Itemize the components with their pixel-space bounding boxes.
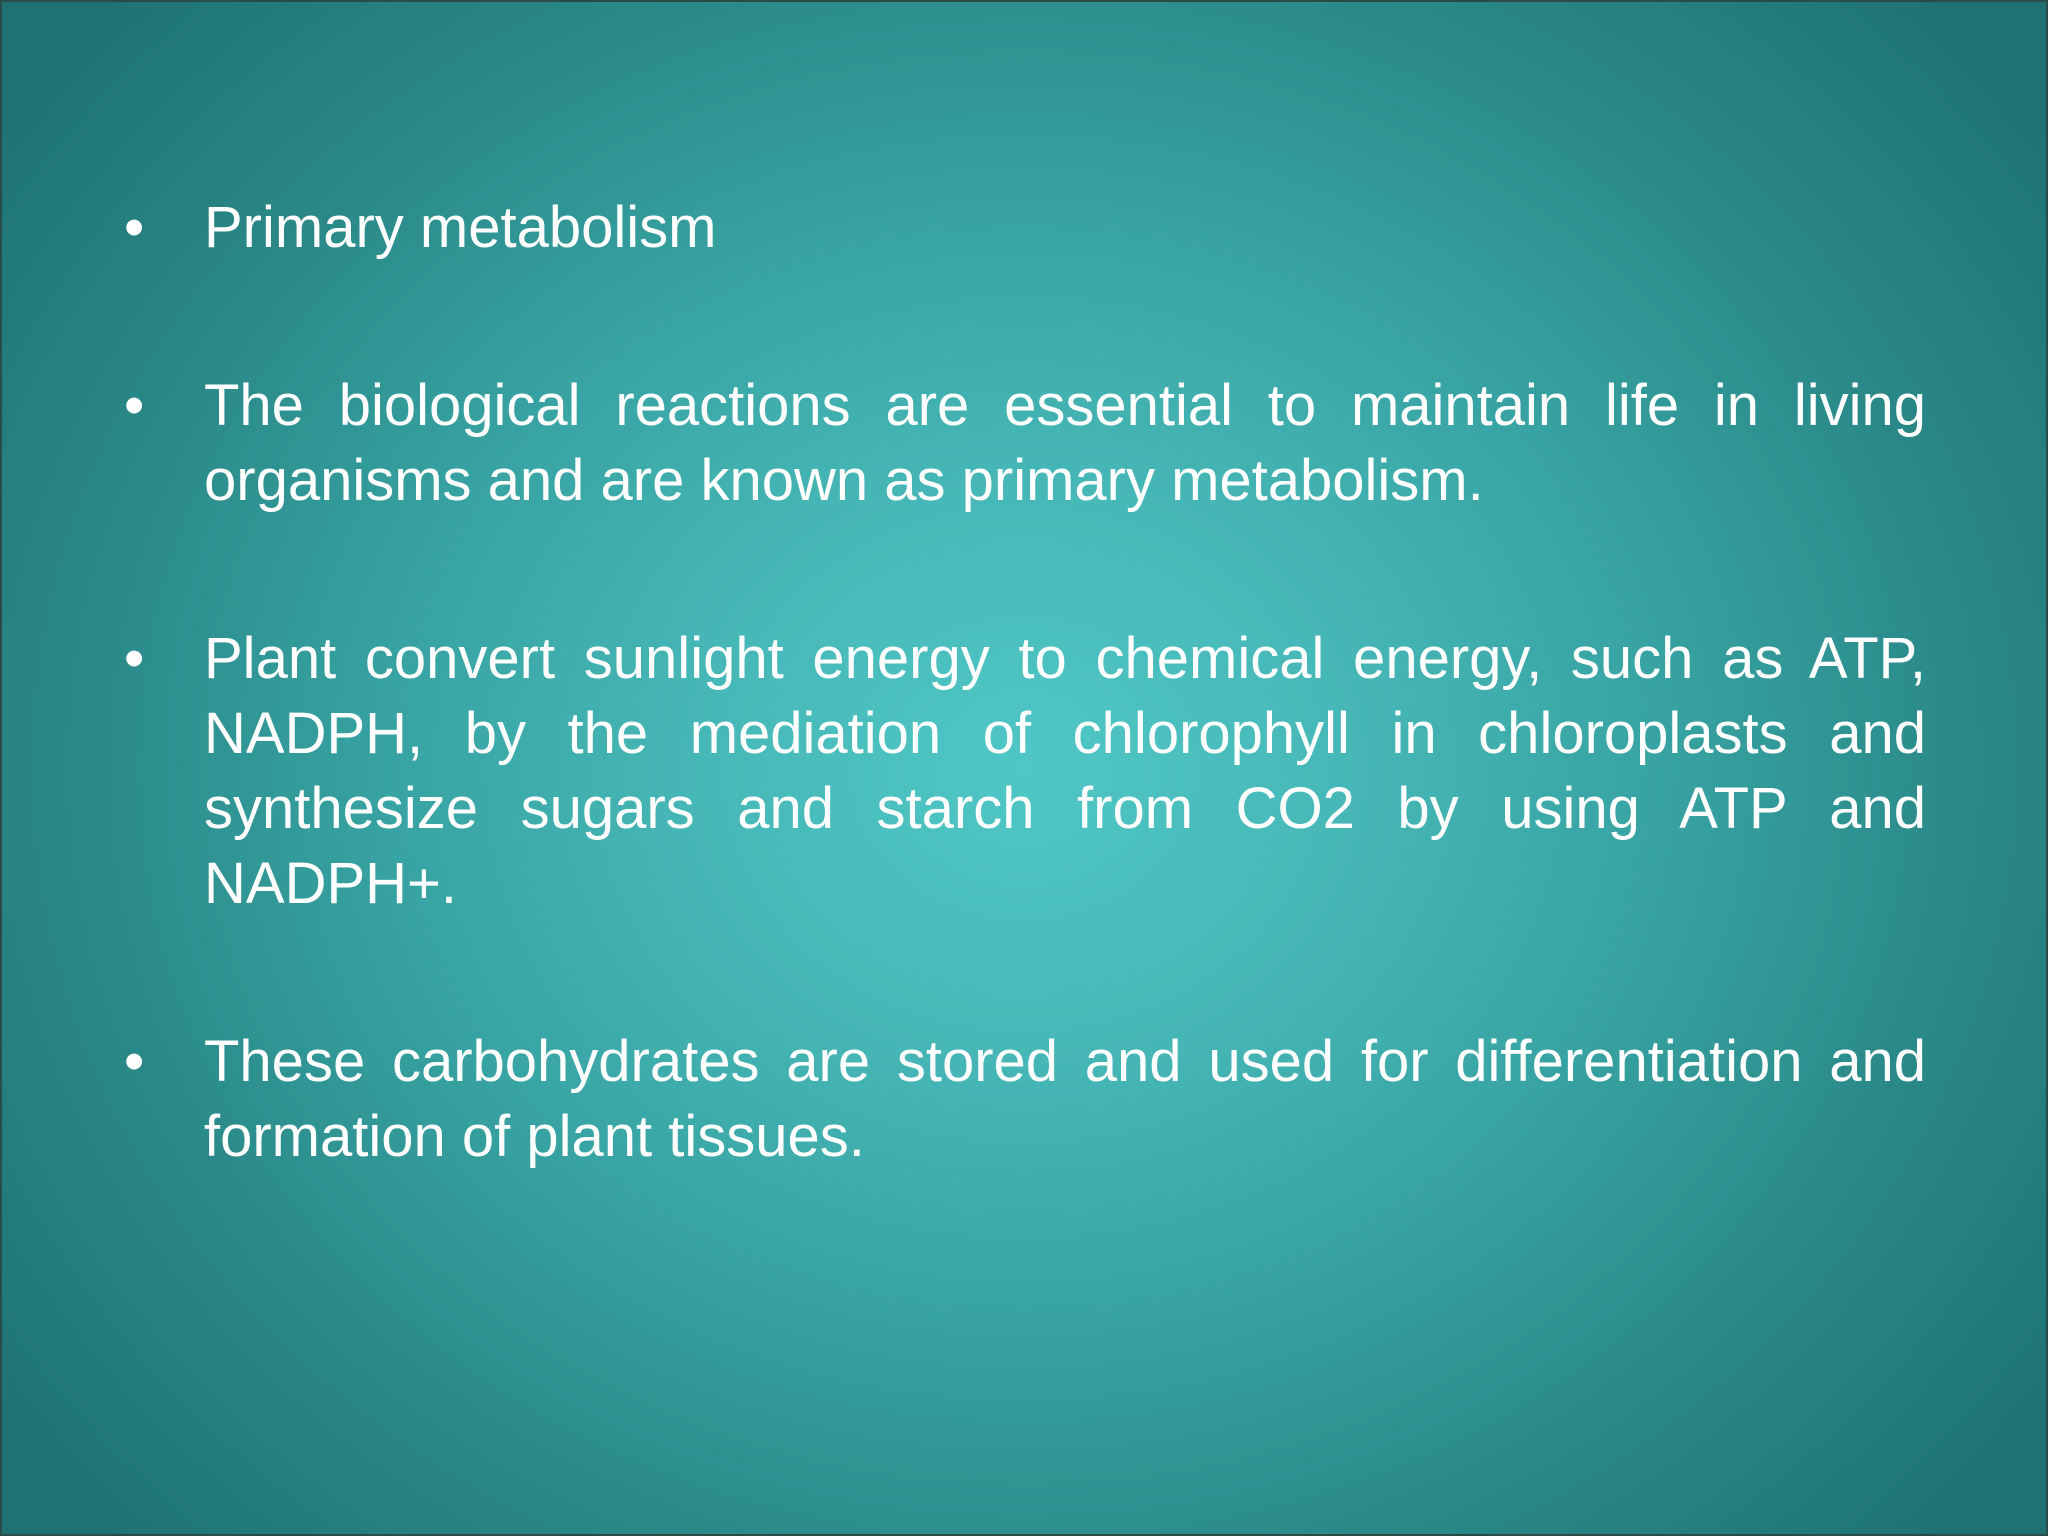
bullet-item-plant-energy bbox=[122, 621, 1926, 921]
bullet-icon: • bbox=[124, 195, 145, 260]
bullet-text: These carbohydrates are stored and used for differentiation and formation of plant tissues. bbox=[204, 1029, 1926, 1169]
bullet-icon: • bbox=[124, 373, 145, 438]
bullet-item-primary-metabolism bbox=[122, 190, 1926, 265]
bullet-text: Plant convert sunlight energy to chemical energy, such as ATP, NADPH, by the mediation of chlorophyll in chloroplasts and synthesize sugars and starch from CO2 by using ATP and NADPH+. bbox=[204, 626, 1926, 916]
bullet-item-biological-reactions bbox=[122, 368, 1926, 518]
bullet-icon: • bbox=[124, 1029, 145, 1094]
bullet-icon: • bbox=[124, 626, 145, 691]
bullet-text: Primary metabolism bbox=[204, 195, 717, 260]
bullet-item-carbohydrates bbox=[122, 1024, 1926, 1174]
bullet-list bbox=[122, 190, 1926, 1277]
bullet-text: The biological reactions are essential to maintain life in living organisms and are known as primary metabolism. bbox=[204, 373, 1926, 513]
